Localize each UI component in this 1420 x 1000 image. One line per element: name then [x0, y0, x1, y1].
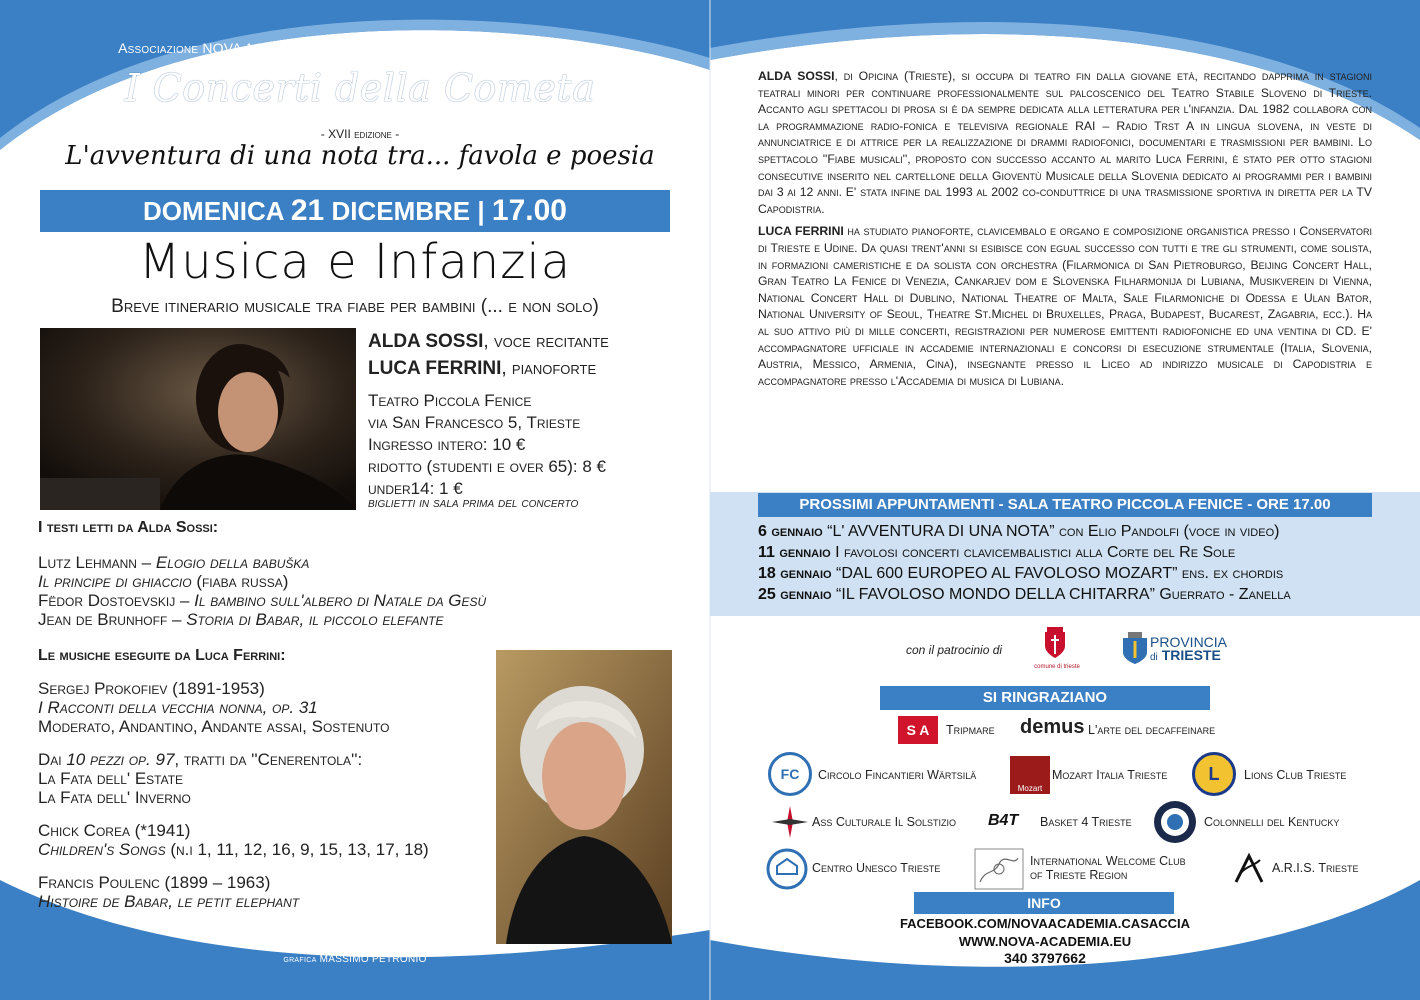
- list-item: [38, 873, 498, 911]
- solstizio-compass-icon: [772, 806, 808, 838]
- photo-alda-sossi: [496, 650, 672, 944]
- venue-line: under14: 1 €: [368, 479, 463, 498]
- welcome-club-line1: International Welcome Club: [1030, 854, 1186, 868]
- circolo-fincantieri-logo-icon: FC: [768, 752, 812, 796]
- performer-role: , pianoforte: [501, 358, 597, 379]
- sponsor-solstizio: Ass Culturale Il Solstizio: [812, 815, 956, 829]
- bio-name: ALDA SOSSI: [758, 69, 835, 83]
- centro-unesco-logo-icon: [766, 848, 808, 890]
- series-title: I Concerti della Cometa: [124, 66, 596, 110]
- demus-logo-icon: demus: [1020, 716, 1085, 738]
- list-item: [38, 679, 498, 736]
- sponsor-tripmare: Tripmare: [946, 723, 995, 737]
- appointment-date: 11 gennaio: [758, 544, 831, 561]
- kentucky-colonels-seal-icon: [1152, 800, 1198, 844]
- sponsor-mozart-italia: Mozart Italia Trieste: [1052, 768, 1168, 782]
- sponsor-welcome-club: [1030, 854, 1186, 882]
- association-line: Associazione NOVA ACADEMIA - STEFANO CASACCIA Direttore Artistico: [118, 40, 602, 56]
- text-author: Jean de Brunhoff –: [38, 610, 187, 629]
- list-item: [38, 750, 498, 807]
- sponsor-basket4trieste: Basket 4 Trieste: [1040, 815, 1132, 829]
- text-work: Il bambino sull'albero di Natale da Gesù: [194, 591, 487, 610]
- venue-line: ridotto (studenti e over 65): 8 €: [368, 457, 606, 476]
- provincia-top: PROVINCIA: [1150, 634, 1228, 650]
- aris-logo-icon: [1232, 852, 1266, 886]
- venue-info: [368, 390, 678, 500]
- event-tagline: Breve itinerario musicale tra fiabe per bambini (... e non solo): [111, 296, 599, 317]
- music-work: Histoire de Babar, le petit elephant: [38, 892, 300, 911]
- appointment-date: 6 gennaio: [758, 523, 823, 540]
- sponsor-demus: L'arte del decaffeinare: [1088, 723, 1216, 737]
- music-composer: Sergej Prokofiev (1891-1953): [38, 679, 265, 698]
- sponsor-centro-unesco: Centro Unesco Trieste: [812, 861, 941, 875]
- appointment-row: [758, 521, 1372, 542]
- texts-heading: I testi letti da Alda Sossi:: [38, 519, 219, 536]
- bio-text: , di Opicina (Trieste), si occupa di teatro fin dalla giovane età, recitando dapprima in stagioni teatrali minori per continuare professionalmente sul palcoscenico del Teatro Stabile Sloveno di Trieste. Accanto agli spettacoli di prosa si è da sempre dedicata alla letteratura per l'infanzia. Dal 1982 collabora con la programmazione radio-fonica e televisiva regionale RAI – Radio Trst A in lingua slovena, in veste di annunciatrice e di attrice per la realizzazione di drammi radiofonici, documentari e trasmissioni per bambini. Lo spettacolo ''Fiabe musicali'', proposto con successo accanto al marito Luca Ferrini, è stato per otto stagioni consecutive inserito nel cartellone della Gioventù Musicale della Slovenia dedicato ai programmi per i bambini dai 3 ai 12 anni. E' stata infine dal 1993 al 2002 co-conduttrice di una trasmissione sportiva in diretta per la TV Capodistria.: [758, 69, 1372, 216]
- mozart-italia-logo-icon: Mozart: [1010, 756, 1050, 794]
- graphic-credit: grafica MASSIMO PETRONIO: [283, 954, 427, 965]
- comune-trieste-crest-icon: [1042, 626, 1068, 660]
- music-source-suffix: , tratti da ''Cenerentola'':: [174, 750, 363, 769]
- music-source: [38, 750, 498, 769]
- performer-role: , voce recitante: [483, 331, 609, 352]
- list-item: [38, 610, 658, 629]
- welcome-club-line2: of Trieste Region: [1030, 868, 1128, 882]
- list-item: [38, 821, 498, 859]
- appointment-text: “L' AVVENTURA DI UNA NOTA” con Elio Pandolfi (voce in video): [822, 523, 1280, 540]
- patronage-label: con il patrocinio di: [906, 643, 1003, 657]
- music-source-prefix: Dai: [38, 750, 67, 769]
- appointment-text: “DAL 600 EUROPEO AL FAVOLOSO MOZART” ens. ex chordis: [831, 565, 1284, 582]
- sponsor-kentucky-colonels: Colonnelli del Kentucky: [1204, 815, 1340, 829]
- bio-luca: [758, 223, 1372, 389]
- appointment-text: “IL FAVOLOSO MONDO DELLA CHITARRA” Guerrato - Zanella: [831, 586, 1291, 603]
- comune-caption: comune di trieste: [1034, 664, 1080, 670]
- biographies: [758, 68, 1372, 395]
- info-facebook: FACEBOOK.COM/NOVAACADEMIA.CASACCIA: [899, 916, 1191, 931]
- list-item: [38, 591, 658, 610]
- provincia-di: di: [1150, 652, 1158, 663]
- performer-luca: [368, 355, 678, 382]
- music-work-line: [38, 840, 498, 859]
- sponsor-aris: A.R.I.S. Trieste: [1272, 861, 1359, 875]
- event-title: Musica e Infanzia: [138, 234, 572, 290]
- provincia-trieste-crest-icon: [1120, 630, 1150, 666]
- text-work: Il principe di ghiaccio: [38, 572, 192, 591]
- date-separator: |: [477, 196, 485, 226]
- venue-line: via San Francesco 5, Trieste: [368, 413, 581, 432]
- text-author: Lutz Lehmann –: [38, 553, 156, 572]
- text-work: Elogio della babuška: [155, 553, 310, 572]
- thanks-heading: SI RINGRAZIANO: [880, 686, 1210, 710]
- venue-line: Teatro Piccola Fenice: [368, 391, 532, 410]
- date-day-number: 21: [290, 194, 325, 227]
- tripmare-logo-icon: S A: [898, 716, 938, 744]
- music-piece: La Fata dell' Inverno: [38, 788, 191, 807]
- appointment-date: 18 gennaio: [758, 565, 832, 582]
- bio-alda: [758, 68, 1372, 217]
- date-band: [40, 190, 670, 232]
- lions-club-logo-icon: L: [1192, 752, 1236, 796]
- music-source-work: 10 pezzi op. 97: [66, 750, 175, 769]
- performer-alda: [368, 328, 678, 355]
- bio-text: ha studiato pianoforte, clavicembalo e organo e composizione organistica presso i Conservatori di Trieste e Udine. Da quasi trent'anni si esibisce con egual successo con tutti e tre gli strumenti, come solista, in formazioni cameristiche e da solista con orchestra (Filarmonica di San Pietroburgo, Beijing Concert Hall, Gran Teatro La Fenice di Venezia, Cankarjev dom e Slovenska Filharmonija di Lubiana, Musikverein di Vienna, National Concert Hall di Dublino, National Theatre of Malta, Sale Filarmoniche di Odessa e Ulan Bator, National University of Seoul, Theatre St.Michel di Bruxelles, Praga, Budapest, Bucarest, Zagabria, ecc.). Ha al suo attivo più di mille concerti, registrazioni per numerose emittenti radiofoniche ed una ventina di CD. E' accompagnatore ufficiale in accademie internazionali e concorsi di esecuzione strumentale (Italia, Slovenia, Austria, Messico, Armenia, Cina), insegnante presso il Liceo ad indirizzo musicale di Capodistria e accompagnatore presso l'Accademia di musica di Lubiana.: [758, 224, 1372, 388]
- music-piece: La Fata dell' Estate: [38, 769, 184, 788]
- basket4trieste-logo-icon: B4T: [988, 812, 1019, 829]
- provincia-text: [1150, 636, 1227, 664]
- edition-label: - XVII edizione -: [320, 127, 400, 141]
- appointment-row: [758, 584, 1372, 605]
- appointments-list: [758, 521, 1372, 605]
- music-work: I Racconti della vecchia nonna, op. 31: [38, 698, 318, 717]
- music-composer: Chick Corea (*1941): [38, 821, 191, 840]
- sponsor-circolo-fincantieri: Circolo Fincantieri Wärtsilä: [818, 768, 977, 782]
- bio-name: LUCA FERRINI: [758, 224, 844, 239]
- music-work: Children's Songs: [38, 840, 166, 859]
- music-heading: Le musiche eseguite da Luca Ferrini:: [38, 647, 286, 664]
- tickets-note: biglietti in sala prima del concerto: [368, 494, 579, 510]
- photo-luca-ferrini: [40, 328, 356, 510]
- text-note: (fiaba russa): [191, 572, 289, 591]
- info-heading: INFO: [914, 892, 1174, 914]
- appointments-heading: PROSSIMI APPUNTAMENTI - SALA TEATRO PICCOLA FENICE - ORE 17.00: [758, 493, 1372, 517]
- text-author: Fëdor Dostoevskij –: [38, 591, 195, 610]
- texts-list: [38, 553, 658, 629]
- performer-name: ALDA SOSSI: [368, 331, 484, 352]
- info-phone: 340 3797662: [1004, 950, 1086, 966]
- venue-line: Ingresso intero: 10 €: [368, 435, 526, 454]
- music-section: [38, 646, 498, 911]
- appointment-date: 25 gennaio: [758, 586, 832, 603]
- info-website: WWW.NOVA-ACADEMIA.EU: [958, 934, 1132, 949]
- sponsor-lions-club: Lions Club Trieste: [1244, 768, 1347, 782]
- music-movements: Moderato, Andantino, Andante assai, Sostenuto: [38, 717, 390, 736]
- date-day-label: DOMENICA: [143, 196, 284, 226]
- list-item: [38, 553, 658, 572]
- appointment-row: [758, 542, 1372, 563]
- music-composer: Francis Poulenc (1899 – 1963): [38, 873, 271, 892]
- list-item: [38, 572, 658, 591]
- performer-name: LUCA FERRINI: [368, 358, 502, 379]
- international-welcome-club-map-icon: [974, 848, 1024, 890]
- date-time: 17.00: [491, 194, 567, 227]
- appointment-row: [758, 563, 1372, 584]
- provincia-bottom: TRIESTE: [1161, 647, 1221, 663]
- series-subtitle: L'avventura di una nota tra... favola e poesia: [65, 141, 655, 171]
- texts-section: [38, 518, 658, 629]
- appointment-text: I favolosi concerti clavicembalistici alla Corte del Re Sole: [830, 544, 1236, 561]
- text-work: Storia di Babar, il piccolo elefante: [186, 610, 444, 629]
- music-numbers: (n.i 1, 11, 12, 16, 9, 15, 13, 17, 18): [165, 840, 429, 859]
- performers: [368, 328, 678, 382]
- date-month: DICEMBRE: [331, 196, 471, 226]
